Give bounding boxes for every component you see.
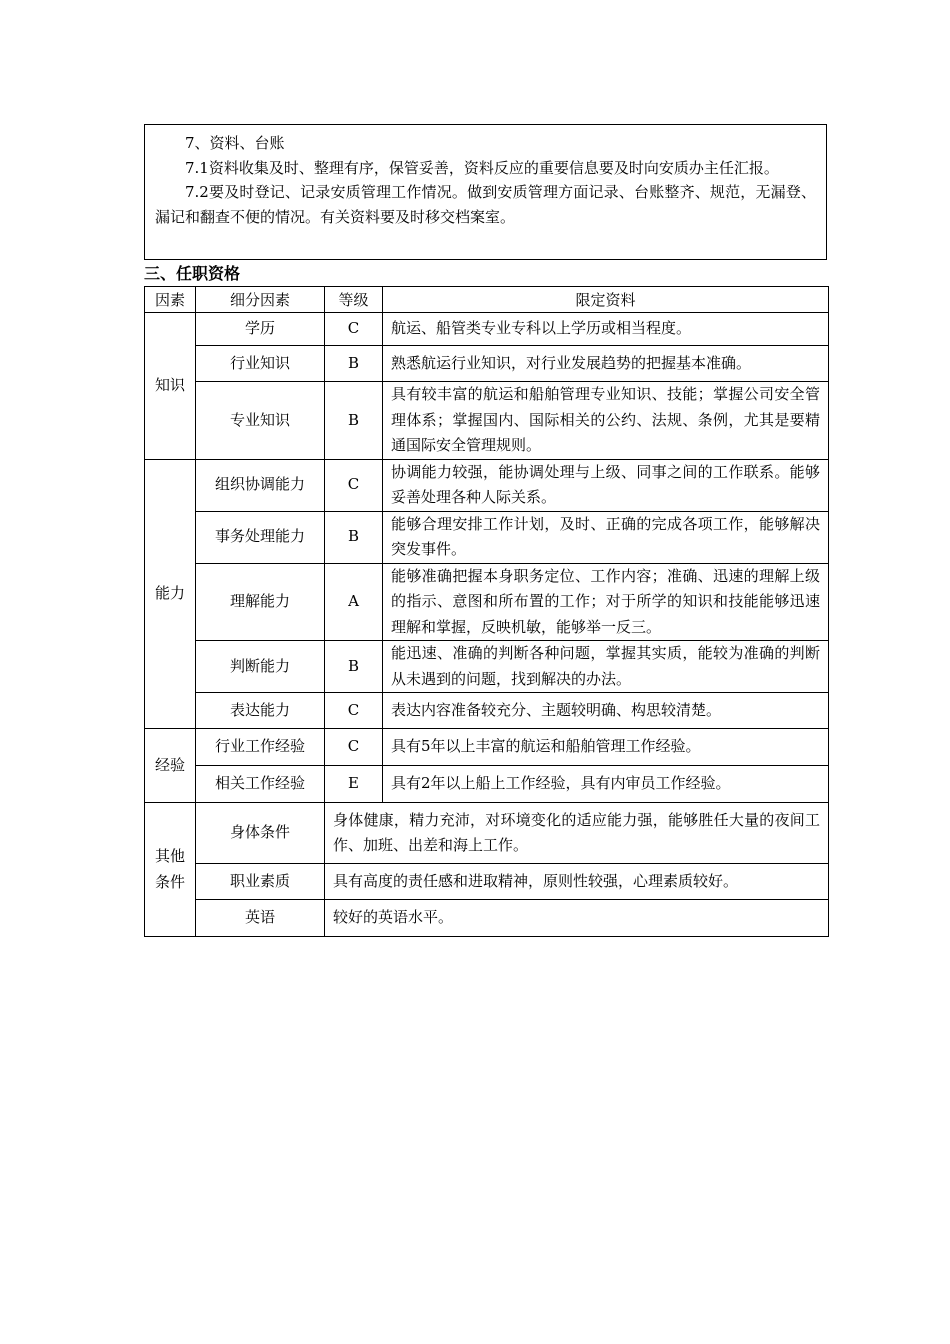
factor-cell-other-conditions [145, 803, 196, 937]
factor-cell-knowledge: 知识 [145, 313, 196, 460]
grade-cell: C [325, 729, 383, 766]
sub-factor-cell: 判断能力 [196, 641, 325, 693]
sub-factor-cell: 专业知识 [196, 382, 325, 460]
sub-factor-cell: 英语 [196, 900, 325, 937]
description-cell: 较好的英语水平。 [325, 900, 829, 937]
table-row [145, 766, 829, 803]
table-row [145, 563, 829, 641]
sub-factor-cell: 行业知识 [196, 346, 325, 382]
column-header-description: 限定资料 [383, 287, 829, 313]
sub-factor-cell: 身体条件 [196, 803, 325, 864]
sub-factor-cell: 相关工作经验 [196, 766, 325, 803]
column-header-grade: 等级 [325, 287, 383, 313]
description-cell: 能迅速、准确的判断各种问题，掌握其实质，能较为准确的判断从未遇到的问题，找到解决的办法。 [383, 641, 829, 693]
grade-cell: E [325, 766, 383, 803]
table-row [145, 459, 829, 511]
factor-cell-ability: 能力 [145, 459, 196, 729]
sub-factor-cell: 理解能力 [196, 563, 325, 641]
description-cell: 具有较丰富的航运和船舶管理专业知识、技能；掌握公司安全管理体系；掌握国内、国际相关的公约、法规、条例，尤其是要精通国际安全管理规则。 [383, 382, 829, 460]
table-row [145, 313, 829, 346]
description-cell: 协调能力较强，能协调处理与上级、同事之间的工作联系。能够妥善处理各种人际关系。 [383, 459, 829, 511]
sub-factor-cell: 表达能力 [196, 693, 325, 729]
grade-cell: B [325, 382, 383, 460]
sub-factor-cell: 学历 [196, 313, 325, 346]
description-cell: 能够准确把握本身职务定位、工作内容；准确、迅速的理解上级的指示、意图和所布置的工作；对于所学的知识和技能能够迅速理解和掌握，反映机敏，能够举一反三。 [383, 563, 829, 641]
description-cell: 能够合理安排工作计划，及时、正确的完成各项工作，能够解决突发事件。 [383, 511, 829, 563]
duties-section-title: 7、资料、台账 [185, 134, 285, 152]
table-header-row [145, 287, 829, 313]
description-cell: 表达内容准备较充分、主题较明确、构思较清楚。 [383, 693, 829, 729]
qualifications-heading: 三、任职资格 [144, 264, 241, 283]
grade-cell: B [325, 346, 383, 382]
grade-cell: B [325, 641, 383, 693]
duties-item-7-1: 7.1资料收集及时、整理有序，保管妥善，资料反应的重要信息要及时向安质办主任汇报。 [185, 158, 779, 177]
description-cell: 身体健康，精力充沛，对环境变化的适应能力强，能够胜任大量的夜间工作、加班、出差和海上工作。 [325, 803, 829, 864]
grade-cell: A [325, 563, 383, 641]
factor-label-line-1: 其他 [154, 847, 185, 865]
table-row [145, 729, 829, 766]
sub-factor-cell: 行业工作经验 [196, 729, 325, 766]
column-header-sub-factor: 细分因素 [196, 287, 325, 313]
table-row [145, 803, 829, 864]
grade-cell: C [325, 693, 383, 729]
sub-factor-cell: 组织协调能力 [196, 459, 325, 511]
column-header-factor: 因素 [145, 287, 196, 313]
factor-cell-experience: 经验 [145, 729, 196, 803]
sub-factor-cell: 职业素质 [196, 864, 325, 900]
description-cell: 熟悉航运行业知识，对行业发展趋势的把握基本准确。 [383, 346, 829, 382]
grade-cell: B [325, 511, 383, 563]
qualifications-table [144, 286, 829, 937]
duties-item-7-2: 7.2要及时登记、记录安质管理工作情况。做到安质管理方面记录、台账整齐、规范，无漏登、漏记和翻查不便的情况。有关资料要及时移交档案室。 [155, 183, 816, 226]
table-row [145, 346, 829, 382]
description-cell: 具有高度的责任感和进取精神，原则性较强，心理素质较好。 [325, 864, 829, 900]
duties-box [144, 124, 827, 260]
sub-factor-cell: 事务处理能力 [196, 511, 325, 563]
table-row [145, 693, 829, 729]
table-row [145, 511, 829, 563]
grade-cell: C [325, 459, 383, 511]
factor-label-line-2: 条件 [154, 872, 185, 891]
table-row [145, 900, 829, 937]
grade-cell: C [325, 313, 383, 346]
description-cell: 航运、船管类专业专科以上学历或相当程度。 [383, 313, 829, 346]
description-cell: 具有5年以上丰富的航运和船舶管理工作经验。 [383, 729, 829, 766]
table-row [145, 382, 829, 460]
table-row [145, 641, 829, 693]
description-cell: 具有2年以上船上工作经验，具有内审员工作经验。 [383, 766, 829, 803]
table-row [145, 864, 829, 900]
